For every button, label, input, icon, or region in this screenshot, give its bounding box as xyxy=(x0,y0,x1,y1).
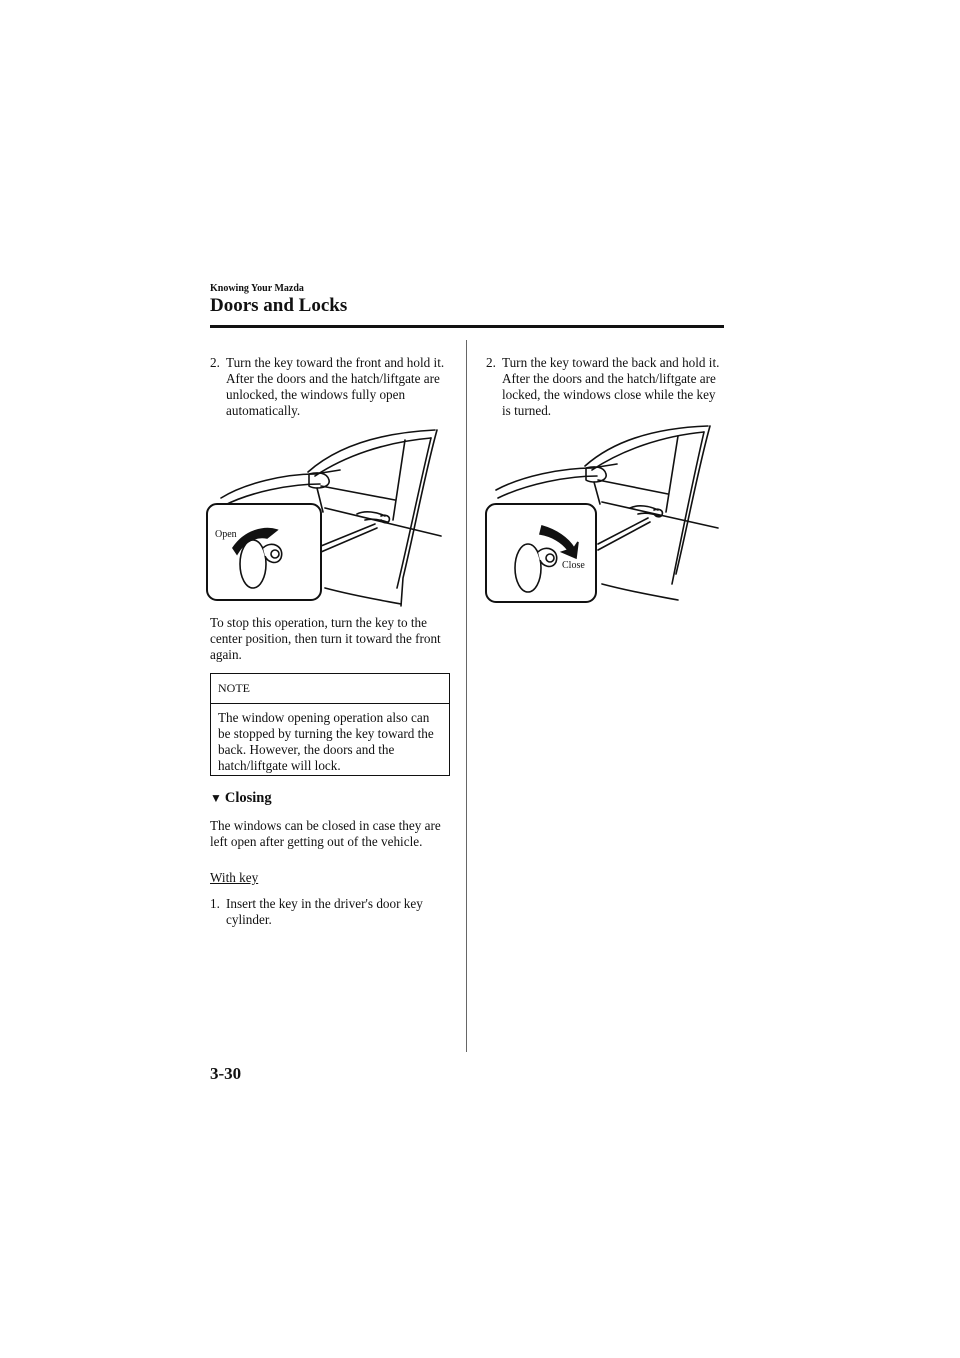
page-number: 3-30 xyxy=(210,1064,242,1083)
closing-paragraph: The windows can be closed in case they are left open after getting out of the vehicle. xyxy=(210,818,441,849)
page-title: Doors and Locks xyxy=(210,295,348,316)
with-key-subheading: With key xyxy=(210,870,259,885)
step-number: 2. xyxy=(486,355,496,370)
header-rule xyxy=(210,325,724,328)
note-box xyxy=(210,673,450,776)
column-divider xyxy=(466,340,467,1052)
close-label: Close xyxy=(562,560,585,571)
door-key-close-illustration xyxy=(482,424,730,606)
open-label: Open xyxy=(215,529,237,540)
closing-heading-text: Closing xyxy=(224,790,272,806)
closing-heading xyxy=(210,790,272,807)
left-step-1 xyxy=(210,896,450,928)
left-step-2 xyxy=(210,355,450,419)
step-number: 1. xyxy=(210,896,220,911)
stop-paragraph: To stop this operation, turn the key to the center position, then turn it toward the front again. xyxy=(210,615,441,662)
note-text: The window opening operation also can be stopped by turning the key toward the back. However, the doors and the hatch/liftgate will lock. xyxy=(218,710,434,773)
note-title: NOTE xyxy=(211,674,449,704)
step-text: Turn the key toward the back and hold it. After the doors and the hatch/liftgate are locked, the windows close while the key is turned. xyxy=(502,355,720,418)
step-text: Turn the key toward the front and hold it. After the doors and the hatch/liftgate are unlocked, the windows fully open automatically. xyxy=(226,355,445,418)
right-step-2 xyxy=(486,355,726,419)
step-text: Insert the key in the driver's door key cylinder. xyxy=(226,896,423,927)
step-number: 2. xyxy=(210,355,220,370)
door-key-open-illustration xyxy=(205,428,453,608)
section-label: Knowing Your Mazda xyxy=(210,283,304,294)
triangle-bullet-icon: ▼ xyxy=(210,791,222,805)
